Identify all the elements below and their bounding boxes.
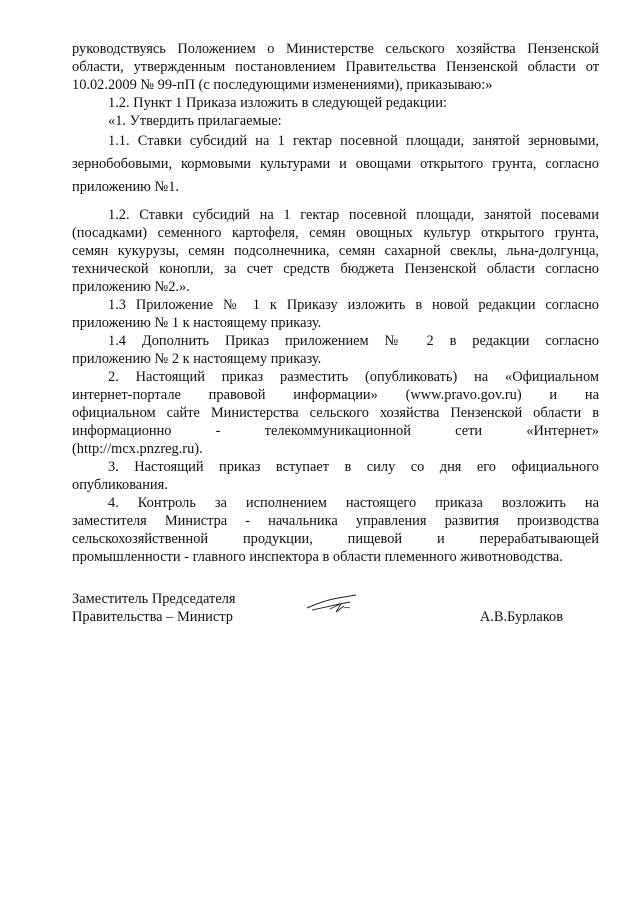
handwritten-signature-icon: [304, 592, 364, 616]
text-line: руководствуясь Положением о Министерстве сельского хозяйства Пензенской: [72, 41, 599, 57]
document-body: [72, 40, 599, 566]
text-line: официальном сайте Министерства сельского хозяйства Пензенской области в: [72, 405, 599, 421]
text-line: зернобобовыми, кормовыми культурами и овощами открытого грунта, согласно: [72, 156, 599, 172]
text-line: промышленности - главного инспектора в области племенного животноводства.: [72, 549, 563, 565]
paragraph-rate-1-2: [72, 206, 599, 296]
text-line: приложению № 2 к настоящему приказу.: [72, 351, 322, 367]
text-line: (посадками) семенного картофеля, семян овощных культур открытого грунта,: [72, 225, 599, 241]
signatory-title-line-1: Заместитель Председателя: [72, 591, 236, 607]
text-line: 10.02.2009 № 99-пП (с последующими изменениями), приказываю:»: [72, 77, 493, 93]
text-line: приложению № 1 к настоящему приказу.: [72, 315, 322, 331]
text-line: приложению №1.: [72, 179, 180, 195]
text-line: 1.4 Дополнить Приказ приложением № 2 в редакции согласно: [108, 333, 599, 349]
text-line: (http://mcx.pnzreg.ru).: [72, 441, 203, 457]
text-line: области, утвержденным постановлением Правительства Пензенской области от: [72, 59, 599, 75]
text-line: 2. Настоящий приказ разместить (опубликовать) на «Официальном: [108, 369, 599, 385]
text-line: 1.1. Ставки субсидий на 1 гектар посевной площади, занятой зерновыми,: [108, 133, 599, 149]
signature-block: [72, 590, 599, 626]
paragraph-item-2: [72, 368, 599, 458]
text-line: интернет-портале правовой информации» (www.pravo.gov.ru) и на: [72, 387, 599, 403]
paragraph-preamble: [72, 40, 599, 94]
paragraph-item-1-2: 1.2. Пункт 1 Приказа изложить в следующей редакции:: [108, 95, 447, 111]
paragraph-item-3: [72, 458, 599, 494]
text-line: информационно - телекоммуникационной сети «Интернет»: [72, 423, 599, 439]
text-line: 1.3 Приложение № 1 к Приказу изложить в новой редакции согласно: [108, 297, 599, 313]
text-line: приложению №2.».: [72, 279, 190, 295]
signatory-name: А.В.Бурлаков: [479, 609, 563, 625]
paragraph-item-4: [72, 494, 599, 566]
text-line: 4. Контроль за исполнением настоящего приказа возложить на: [108, 495, 599, 511]
paragraph-rate-1-1: [72, 130, 599, 199]
text-line: опубликования.: [72, 477, 168, 493]
paragraph-approve: «1. Утвердить прилагаемые:: [108, 113, 282, 129]
text-line: семян кукурузы, семян подсолнечника, семян сахарной свеклы, льна-долгунца,: [72, 243, 599, 259]
text-line: сельскохозяйственной продукции, пищевой и перерабатывающей: [72, 531, 599, 547]
text-line: заместителя Министра - начальника управления развития производства: [72, 513, 599, 529]
text-line: 1.2. Ставки субсидий на 1 гектар посевной площади, занятой посевами: [108, 207, 599, 223]
text-line: технической конопли, за счет средств бюджета Пензенской области согласно: [72, 261, 599, 277]
signatory-title-line-2: Правительства – Министр: [72, 609, 233, 625]
paragraph-item-1-3: [72, 296, 599, 332]
text-line: 3. Настоящий приказ вступает в силу со дня его официального: [108, 459, 599, 475]
paragraph-item-1-4: [72, 332, 599, 368]
